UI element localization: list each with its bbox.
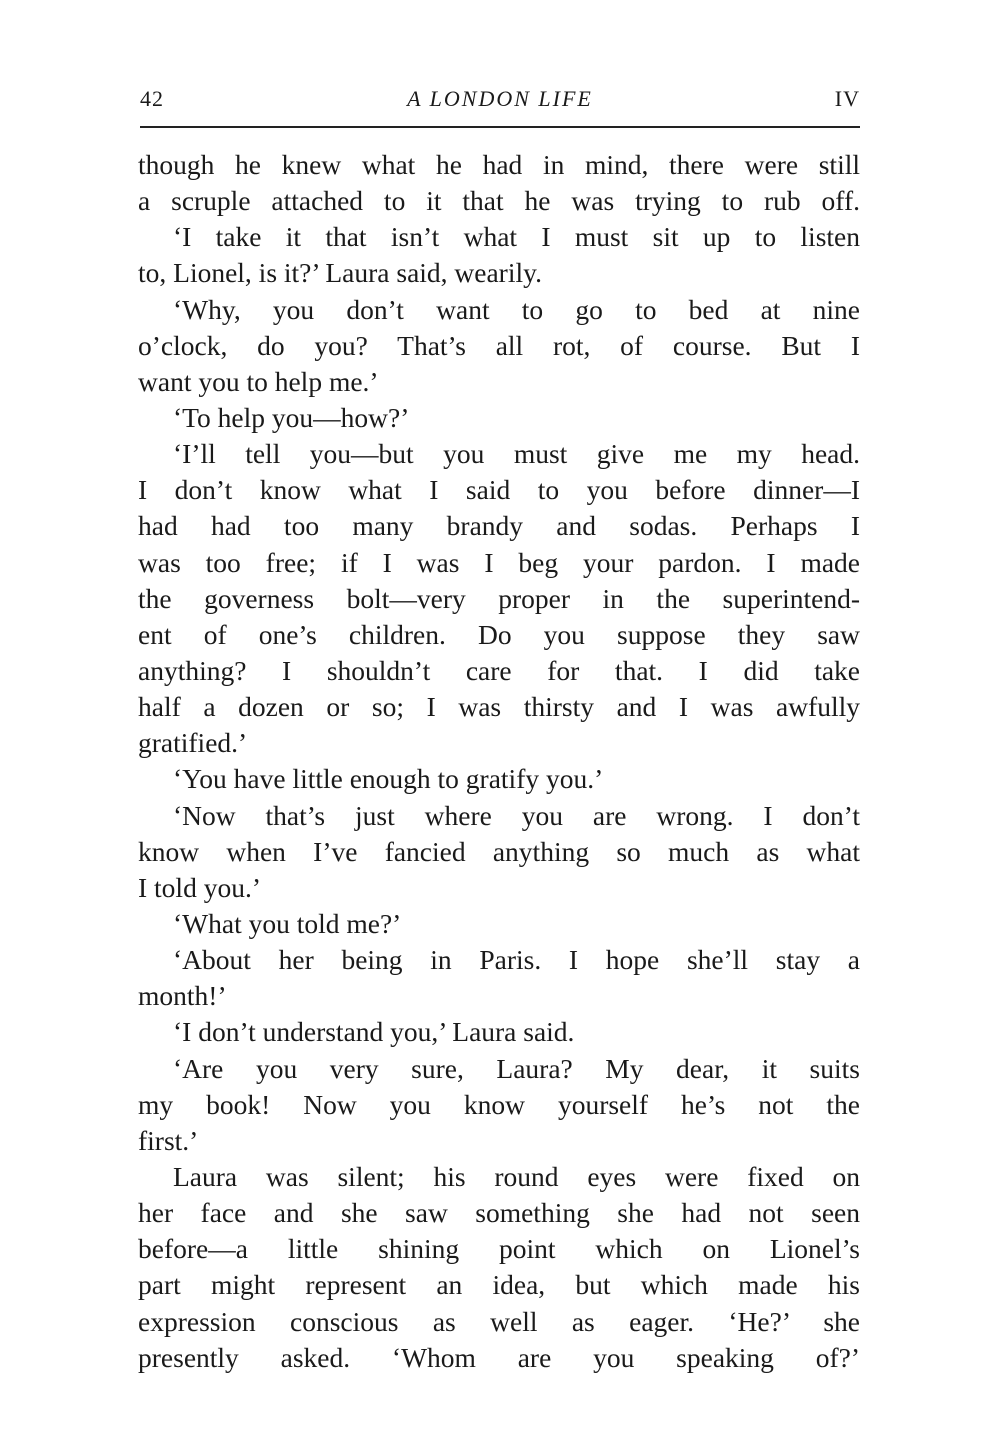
text-line: was too free; if I was I beg your pardon. I made <box>138 546 860 578</box>
text-line: ‘I don’t understand you,’ Laura said. <box>173 1016 575 1048</box>
text-line: ‘I’ll tell you—but you must give me my head. <box>173 438 860 470</box>
text-line: I told you.’ <box>138 871 261 903</box>
text-line: ‘I take it that isn’t what I must sit up to listen <box>173 221 860 253</box>
text-line: the governess bolt—very proper in the superintend- <box>138 582 860 614</box>
text-line: o’clock, do you? That’s all rot, of course. But I <box>138 329 860 361</box>
text-line: I don’t know what I said to you before dinner—I <box>138 474 860 506</box>
header-rule <box>140 126 860 128</box>
text-line: presently asked. ‘Whom are you speaking of?’ <box>138 1341 860 1373</box>
text-line: expression conscious as well as eager. ‘He?’ she <box>138 1305 860 1337</box>
text-line: anything? I shouldn’t care for that. I did take <box>138 654 860 686</box>
text-line: ‘Why, you don’t want to go to bed at nine <box>173 293 860 325</box>
page-header <box>140 86 860 116</box>
text-line: ‘What you told me?’ <box>173 907 402 939</box>
text-line: ‘You have little enough to gratify you.’ <box>173 763 604 795</box>
text-line: a scruple attached to it that he was trying to rub off. <box>138 185 860 217</box>
text-line: to, Lionel, is it?’ Laura said, wearily. <box>138 257 542 289</box>
text-line: ‘Are you very sure, Laura? My dear, it suits <box>173 1052 860 1084</box>
text-line: ‘To help you—how?’ <box>173 401 410 433</box>
text-line: gratified.’ <box>138 727 248 759</box>
text-line: ‘Now that’s just where you are wrong. I don’t <box>173 799 860 831</box>
text-line: my book! Now you know yourself he’s not the <box>138 1088 860 1120</box>
chapter-number: IV <box>834 86 860 111</box>
text-line: had had too many brandy and sodas. Perhaps I <box>138 510 860 542</box>
text-line: want you to help me.’ <box>138 365 379 397</box>
text-line: ‘About her being in Paris. I hope she’ll stay a <box>173 944 860 976</box>
text-line: though he knew what he had in mind, there were still <box>138 149 860 180</box>
text-line: know when I’ve fancied anything so much as what <box>138 835 860 867</box>
text-line: her face and she saw something she had not seen <box>138 1197 860 1229</box>
text-line: ent of one’s children. Do you suppose they saw <box>138 618 860 650</box>
body-text <box>138 147 860 1376</box>
running-title: A LONDON LIFE <box>407 86 593 111</box>
text-line: month!’ <box>138 980 227 1012</box>
page-number: 42 <box>140 86 164 111</box>
text-line: Laura was silent; his round eyes were fixed on <box>173 1160 860 1192</box>
text-line: half a dozen or so; I was thirsty and I was awfully <box>138 691 860 723</box>
text-line: before—a little shining point which on Lionel’s <box>138 1233 860 1265</box>
text-line: part might represent an idea, but which made his <box>138 1269 860 1301</box>
text-line: first.’ <box>138 1124 199 1156</box>
